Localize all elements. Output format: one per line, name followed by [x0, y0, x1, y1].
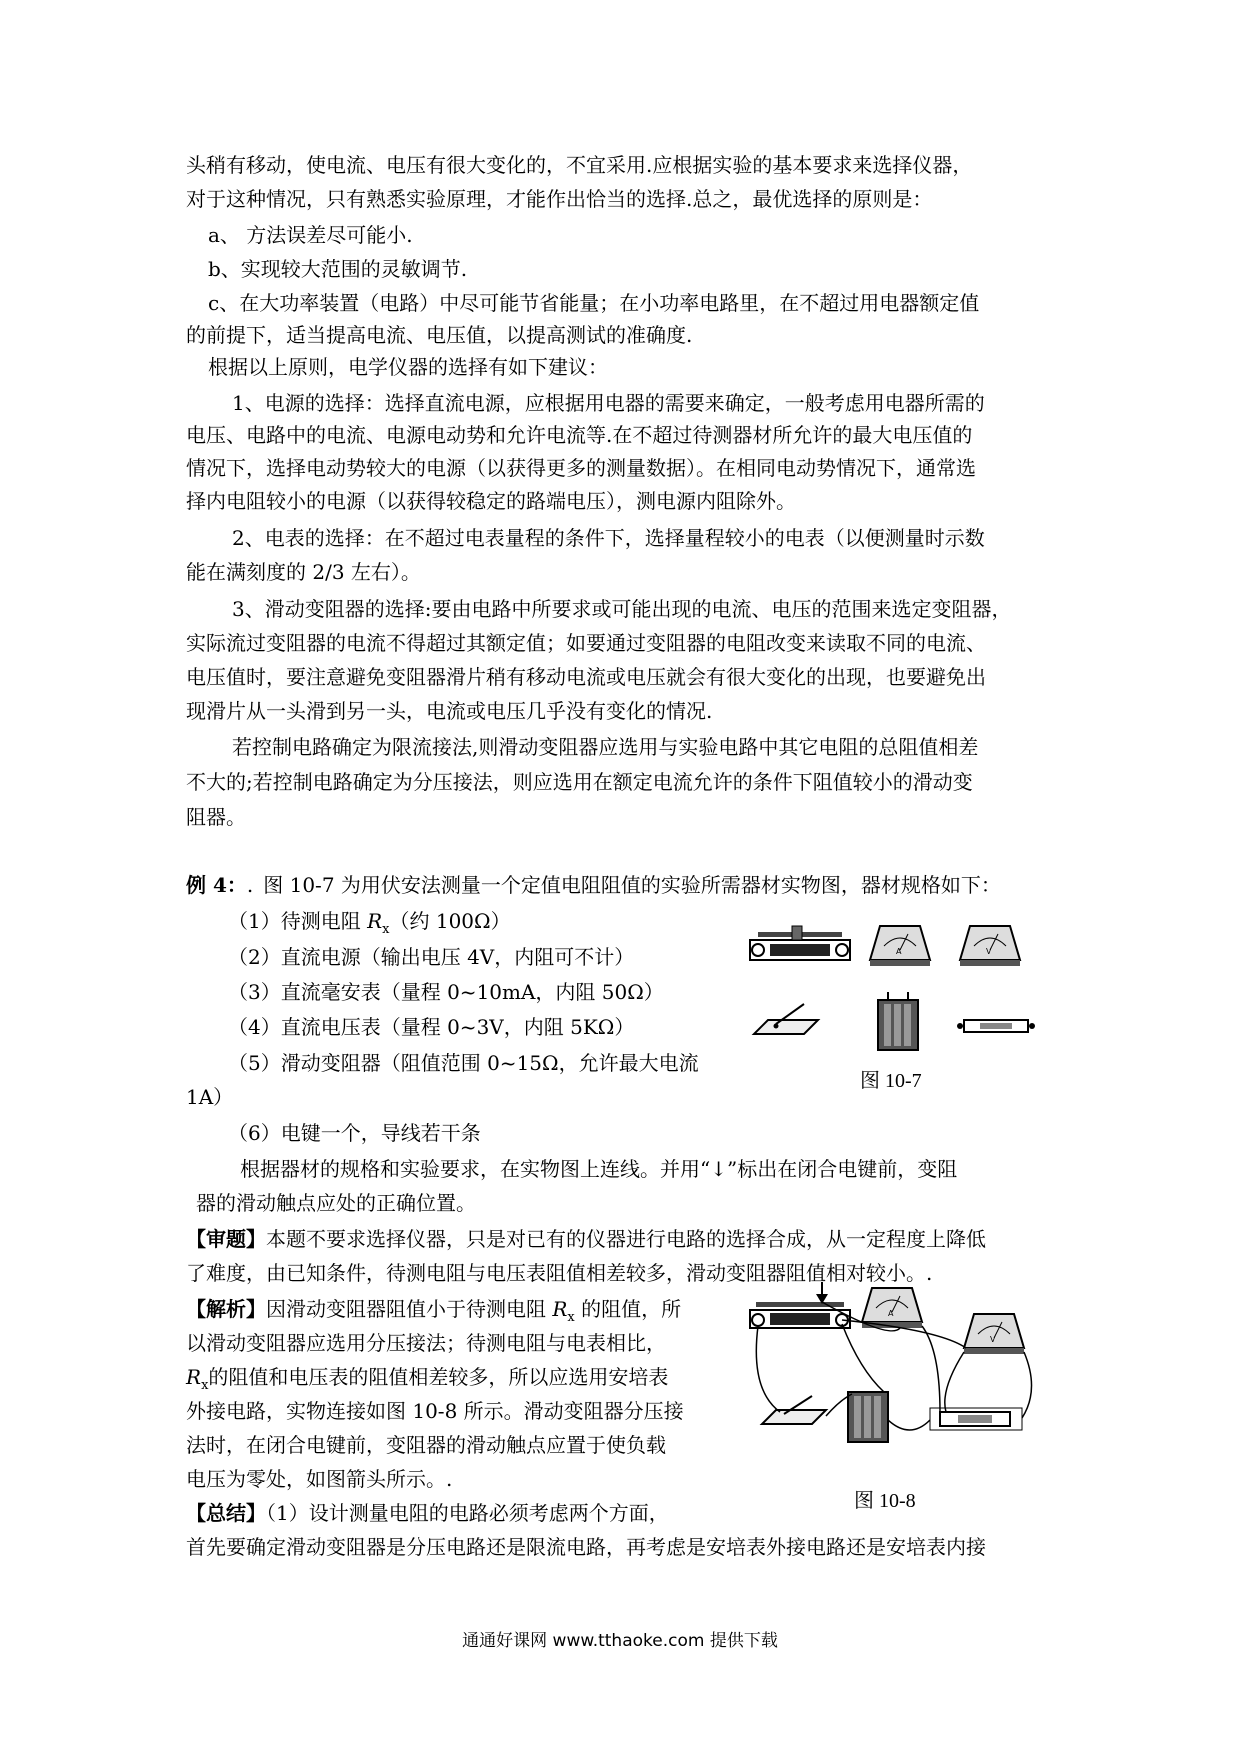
- principle-b: b、实现较大范围的灵敏调节.: [208, 257, 468, 281]
- analysis-line-3: $R_x$的阻值和电压表的阻值相差较多，所以应选用安培表: [186, 1365, 669, 1393]
- analysis-line-6: 电压为零处，如图箭头所示。.: [186, 1467, 453, 1491]
- spec-item-5: （5）滑动变阻器（阻值范围 0~15Ω，允许最大电流: [228, 1051, 699, 1075]
- rheostat-selection-line-2: 实际流过变阻器的电流不得超过其额定值；如要通过变阻器的电阻改变来读取不同的电流、: [186, 631, 986, 655]
- summary-line-2: 首先要确定滑动变阻器是分压电路还是限流电路，再考虑是安培表外接电路还是安培表内接: [186, 1535, 986, 1559]
- advice-intro: 根据以上原则，电学仪器的选择有如下建议：: [208, 355, 608, 379]
- spec-item-3: （3）直流毫安表（量程 0~10mA，内阻 50Ω）: [228, 980, 664, 1004]
- svg-text:V: V: [990, 1335, 996, 1344]
- down-arrow-icon: [816, 1282, 828, 1304]
- intro-line-2: 对于这种情况，只有熟悉实验原理，才能作出恰当的选择.总之，最优选择的原则是：: [186, 187, 933, 211]
- switch-icon: [754, 1004, 818, 1034]
- rheostat-icon: [750, 1302, 850, 1328]
- spec-item-5-cont: 1A）: [186, 1085, 234, 1109]
- power-selection-line-1: 1、电源的选择：选择直流电源，应根据用电器的需要来确定，一般考虑用电器所需的: [232, 391, 985, 415]
- power-selection-line-2: 电压、电路中的电流、电源电动势和允许电流等.在不超过待测器材所允许的最大电压值的: [186, 423, 973, 447]
- analysis-line-1: 【解析】因滑动变阻器阻值小于待测电阻 $R_x$ 的阻值，所: [186, 1297, 682, 1325]
- intro-line-1: 头稍有移动，使电流、电压有很大变化的，不宜采用.应根据实验的基本要求来选择仪器，: [186, 153, 973, 177]
- svg-text:A: A: [888, 1309, 894, 1318]
- example-heading: [186, 868, 1001, 902]
- power-selection-line-4: 择内电阻较小的电源（以获得较稳定的路端电压），测电源内阻除外。: [186, 489, 796, 513]
- circuit-figure: [740, 1280, 1052, 1465]
- task-line-2: 器的滑动触点应处的正确位置。: [196, 1191, 476, 1215]
- analysis-line-2: 以滑动变阻器应选用分压接法；待测电阻与电表相比，: [186, 1331, 666, 1355]
- rheostat-selection-line-1: 3、滑动变阻器的选择:要由电路中所要求或可能出现的电流、电压的范围来选定变阻器，: [232, 597, 1012, 621]
- spec-item-6: （6）电键一个，导线若干条: [228, 1121, 481, 1145]
- page-footer: 通通好课网 www.tthaoke.com 提供下载: [462, 1631, 778, 1651]
- figure-10-8-caption: 图 10-8: [854, 1490, 916, 1512]
- battery-icon: [878, 992, 918, 1050]
- example-text: 图 10-7 为用伏安法测量一个定值电阻阻值的实验所需器材实物图，器材规格如下：: [263, 873, 1001, 897]
- meter-selection-line-1: 2、电表的选择：在不超过电表量程的条件下，选择量程较小的电表（以便测量时示数: [232, 526, 985, 550]
- task-line-1: 根据器材的规格和实验要求，在实物图上连线。并用“↓”标出在闭合电键前，变阻: [240, 1157, 958, 1181]
- ammeter-icon: [862, 1288, 922, 1328]
- analysis-line-4: 外接电路，实物连接如图 10-8 所示。滑动变阻器分压接: [186, 1399, 684, 1423]
- resistor-icon: [930, 1408, 1022, 1430]
- resistor-icon: [957, 1020, 1035, 1032]
- principle-c-line-1: c、在大功率装置（电路）中尽可能节省能量；在小功率电路里，在不超过用电器额定值: [208, 291, 980, 315]
- switch-icon: [762, 1396, 826, 1424]
- meter-selection-line-2: 能在满刻度的 2/3 左右）。: [186, 560, 421, 584]
- power-selection-line-3: 情况下，选择电动势较大的电源（以获得更多的测量数据）。在相同电动势情况下，通常选: [186, 456, 976, 480]
- voltmeter-icon: [964, 1314, 1024, 1354]
- voltmeter-icon: [960, 926, 1020, 966]
- control-circuit-line-1: 若控制电路确定为限流接法,则滑动变阻器应选用与实验电路中其它电阻的总阻值相差: [232, 735, 979, 759]
- spec-item-4: （4）直流电压表（量程 0~3V，内阻 5KΩ）: [228, 1015, 635, 1039]
- rheostat-selection-line-3: 电压值时，要注意避免变阻器滑片稍有移动电流或电压就会有很大变化的出现，也要避免出: [186, 665, 986, 689]
- example-label: 例 4：: [186, 873, 247, 897]
- example-dot: .: [246, 873, 254, 897]
- ammeter-icon: [870, 926, 930, 966]
- rheostat-icon: [750, 926, 850, 960]
- spec-item-2: （2）直流电源（输出电压 4V，内阻可不计）: [228, 945, 635, 969]
- control-circuit-line-3: 阻器。: [186, 805, 246, 829]
- control-circuit-line-2: 不大的;若控制电路确定为分压接法，则应选用在额定电流允许的条件下阻值较小的滑动变: [186, 770, 973, 794]
- review-line-2: 了难度，由已知条件，待测电阻与电压表阻值相差较多，滑动变阻器阻值相对较小。.: [186, 1261, 933, 1285]
- analysis-line-5: 法时，在闭合电键前，变阻器的滑动触点应置于使负载: [186, 1433, 666, 1457]
- review-line-1: 【审题】本题不要求选择仪器，只是对已有的仪器进行电路的选择合成，从一定程度上降低: [186, 1227, 986, 1251]
- rheostat-selection-line-4: 现滑片从一头滑到另一头，电流或电压几乎没有变化的情况.: [186, 699, 713, 723]
- figure-10-7-caption: 图 10-7: [860, 1070, 922, 1092]
- spec-item-1: （1）待测电阻 $R_x$（约 100Ω）: [228, 909, 511, 937]
- svg-text:A: A: [896, 947, 902, 956]
- principle-c-line-2: 的前提下，适当提高电流、电压值，以提高测试的准确度.: [186, 323, 693, 347]
- svg-text:V: V: [986, 947, 992, 956]
- battery-icon: [848, 1392, 888, 1442]
- summary-line-1: 【总结】（1）设计测量电阻的电路必须考虑两个方面，: [186, 1501, 669, 1525]
- principle-a: a、 方法误差尽可能小.: [208, 223, 413, 247]
